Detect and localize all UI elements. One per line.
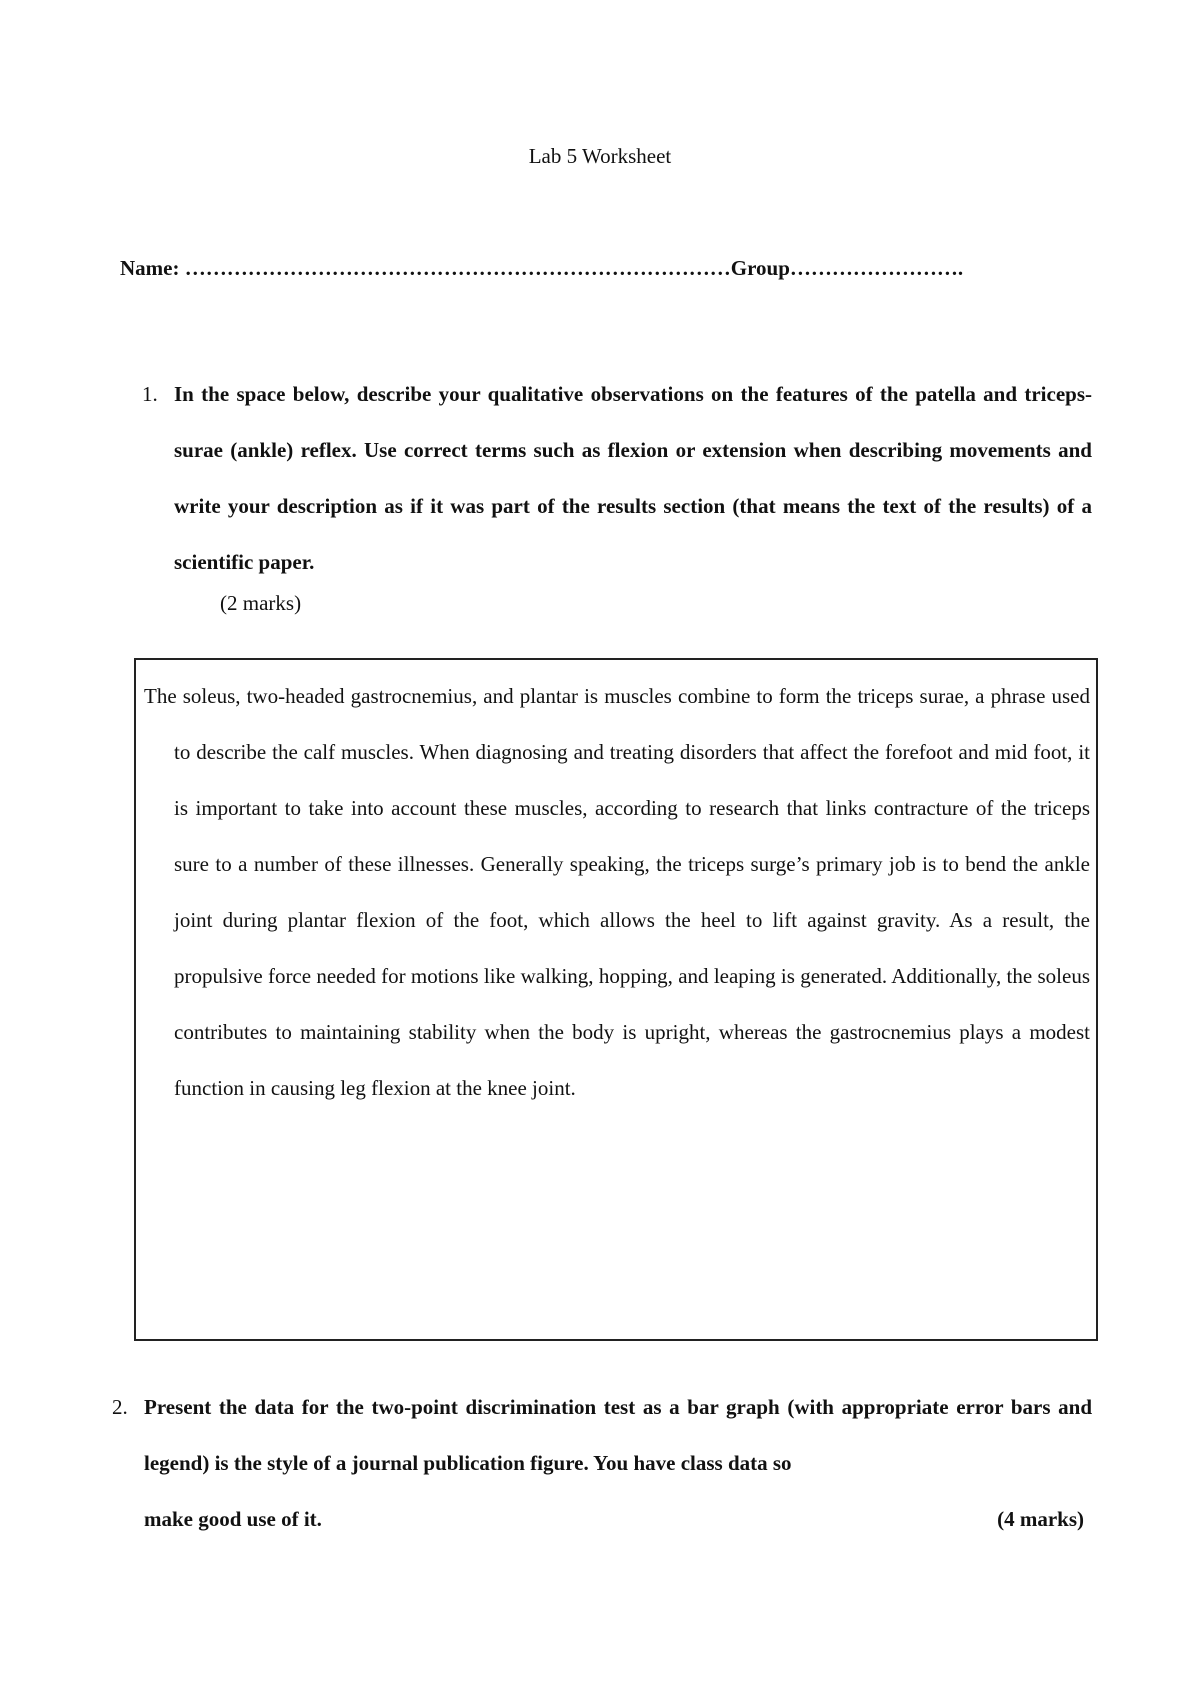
page-title: Lab 5 Worksheet — [528, 144, 672, 168]
question-1-number: 1. — [142, 382, 158, 406]
group-field[interactable]: ……………………. — [789, 256, 964, 280]
question-2-text: Present the data for the two-point discrimination test as a bar graph (with appropriate error bars and legend) is the style of a journal publication figure. You have class data so — [144, 1395, 1092, 1475]
question-1-text: In the space below, describe your qualitative observations on the features of the patella and triceps-surae (ankle) reflex. Use correct terms such as flexion or extension when describing movements and write your description as if it was part of the results section (that means the text of the results) of a scientific paper. — [174, 382, 1092, 574]
question-2 — [112, 1379, 1092, 1547]
name-group-line — [120, 256, 963, 281]
question-2-number: 2. — [112, 1395, 128, 1419]
group-label: Group — [730, 256, 790, 280]
question-2-marks: (4 marks) — [997, 1507, 1084, 1531]
name-field[interactable]: …………………………………………………………………… — [184, 256, 731, 280]
question-2-last-line — [112, 1491, 1092, 1547]
name-label: Name: — [120, 256, 180, 280]
question-1-marks: (2 marks) — [220, 591, 302, 615]
answer-1-box[interactable] — [134, 658, 1098, 1341]
answer-1-text: The soleus, two-headed gastrocnemius, and plantar is muscles combine to form the triceps surae, a phrase used to describe the calf muscles. When diagnosing and treating disorders that affect the forefoot and mid foot, it is important to take into account these muscles, according to research that links contracture of the triceps sure to a number of these illnesses. Generally speaking, the triceps surge’s primary job is to bend the ankle joint during plantar flexion of the foot, which allows the heel to lift against gravity. As a result, the propulsive force needed for motions like walking, hopping, and leaping is generated. Additionally, the soleus contributes to maintaining stability when the body is upright, whereas the gastrocnemius plays a modest function in causing leg flexion at the knee joint. — [144, 684, 1090, 1100]
question-2-last-line-text: make good use of it. — [144, 1507, 322, 1531]
question-1 — [142, 366, 1092, 590]
